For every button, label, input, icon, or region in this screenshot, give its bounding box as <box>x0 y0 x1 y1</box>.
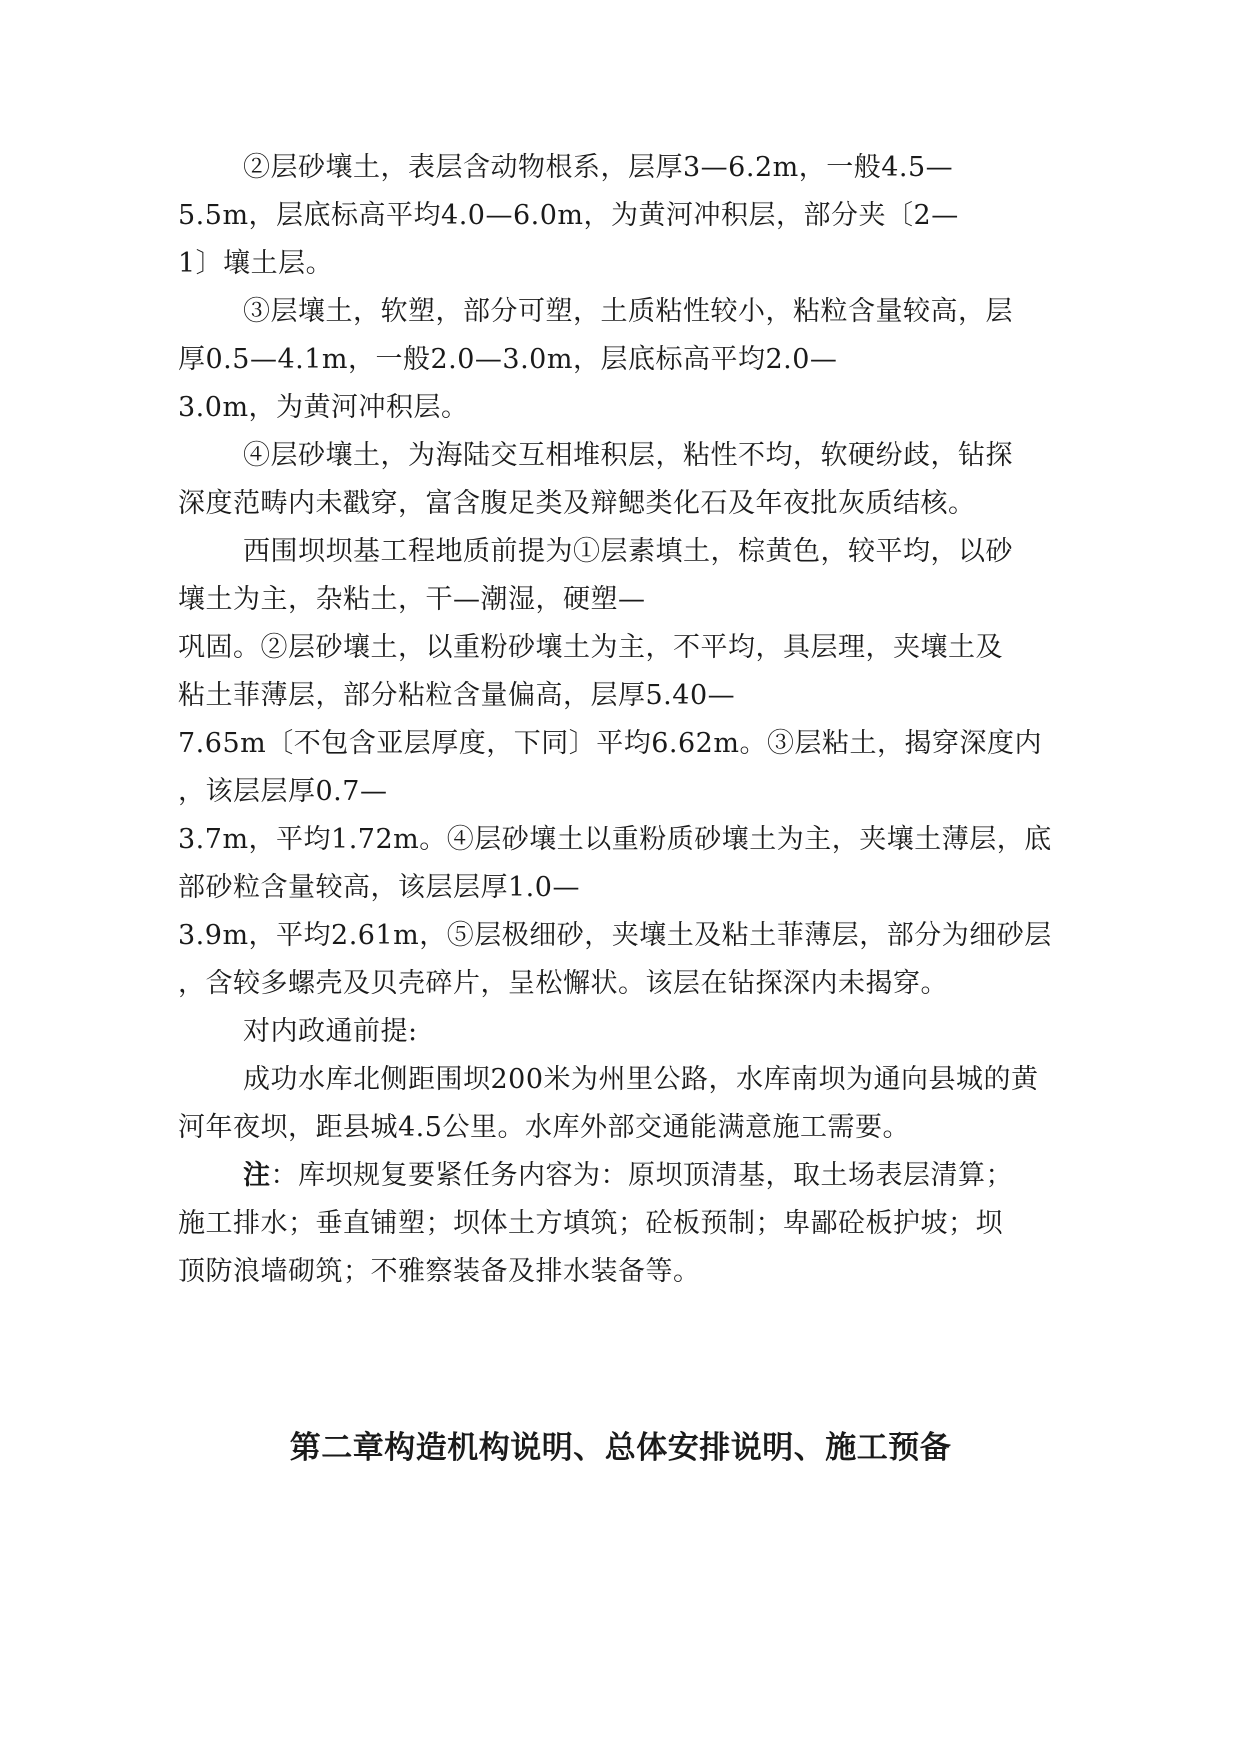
paragraph-line: 西围坝坝基工程地质前提为①层素填土，棕黄色，较平均，以砂 <box>243 536 1013 567</box>
paragraph-line: 河年夜坝，距县城4.5公里。水库外部交通能满意施工需要。 <box>178 1112 910 1143</box>
note-label: 注 <box>243 1160 271 1191</box>
chapter-title: 第二章构造机构说明、总体安排说明、施工预备 <box>289 1430 952 1466</box>
paragraph-line: 3.0m，为黄河冲积层。 <box>178 392 469 423</box>
paragraph-line: 壤土为主，杂粘土，干—潮湿，硬塑— <box>178 584 646 615</box>
paragraph-line: 3.7m，平均1.72m。④层砂壤土以重粉质砂壤土为主，夹壤土薄层，底 <box>178 824 1052 855</box>
paragraph-line: 施工排水；垂直铺塑；坝体土方填筑；砼板预制；卑鄙砼板护坡；坝 <box>178 1208 1003 1239</box>
note-line <box>243 1156 1013 1196</box>
paragraph-line: 部砂粒含量较高，该层层厚1.0— <box>178 872 580 903</box>
paragraph-line: ③层壤土，软塑，部分可塑，土质粘性较小，粘粒含量较高，层 <box>243 296 1013 327</box>
paragraph-line: 顶防浪墙砌筑；不雅察装备及排水装备等。 <box>178 1256 701 1287</box>
paragraph-line: 厚0.5—4.1m，一般2.0—3.0m，层底标高平均2.0— <box>178 344 838 375</box>
paragraph-line: 1〕壤土层。 <box>178 248 334 279</box>
paragraph-line: 对内政通前提: <box>243 1016 418 1047</box>
paragraph-line: 巩固。②层砂壤土，以重粉砂壤土为主，不平均，具层理，夹壤土及 <box>178 632 1003 663</box>
paragraph-line: 成功水库北侧距围坝200米为州里公路，水库南坝为通向县城的黄 <box>243 1064 1039 1095</box>
paragraph-line: 粘土菲薄层，部分粘粒含量偏高，层厚5.40— <box>178 680 736 711</box>
paragraph-line: 7.65m〔不包含亚层厚度，下同〕平均6.62m。③层粘土，揭穿深度内 <box>178 728 1042 759</box>
paragraph-line: ②层砂壤土，表层含动物根系，层厚3—6.2m，一般4.5— <box>243 152 954 183</box>
paragraph-line: 3.9m，平均2.61m，⑤层极细砂，夹壤土及粘土菲薄层，部分为细砂层 <box>178 920 1052 951</box>
paragraph-line: ，该层层厚0.7— <box>178 776 388 807</box>
paragraph-line: ，含较多螺壳及贝壳碎片，呈松懈状。该层在钻探深内未揭穿。 <box>178 968 948 999</box>
note-text: ：库坝规复要紧任务内容为：原坝顶清基，取土场表层清算； <box>270 1160 1013 1191</box>
paragraph-line: 5.5m，层底标高平均4.0—6.0m，为黄河冲积层，部分夹〔2— <box>178 200 959 231</box>
paragraph-line: ④层砂壤土，为海陆交互相堆积层，粘性不均，软硬纷歧，钻探 <box>243 440 1013 471</box>
paragraph-line: 深度范畴内未戳穿，富含腹足类及辩鳃类化石及年夜批灰质结核。 <box>178 488 976 519</box>
